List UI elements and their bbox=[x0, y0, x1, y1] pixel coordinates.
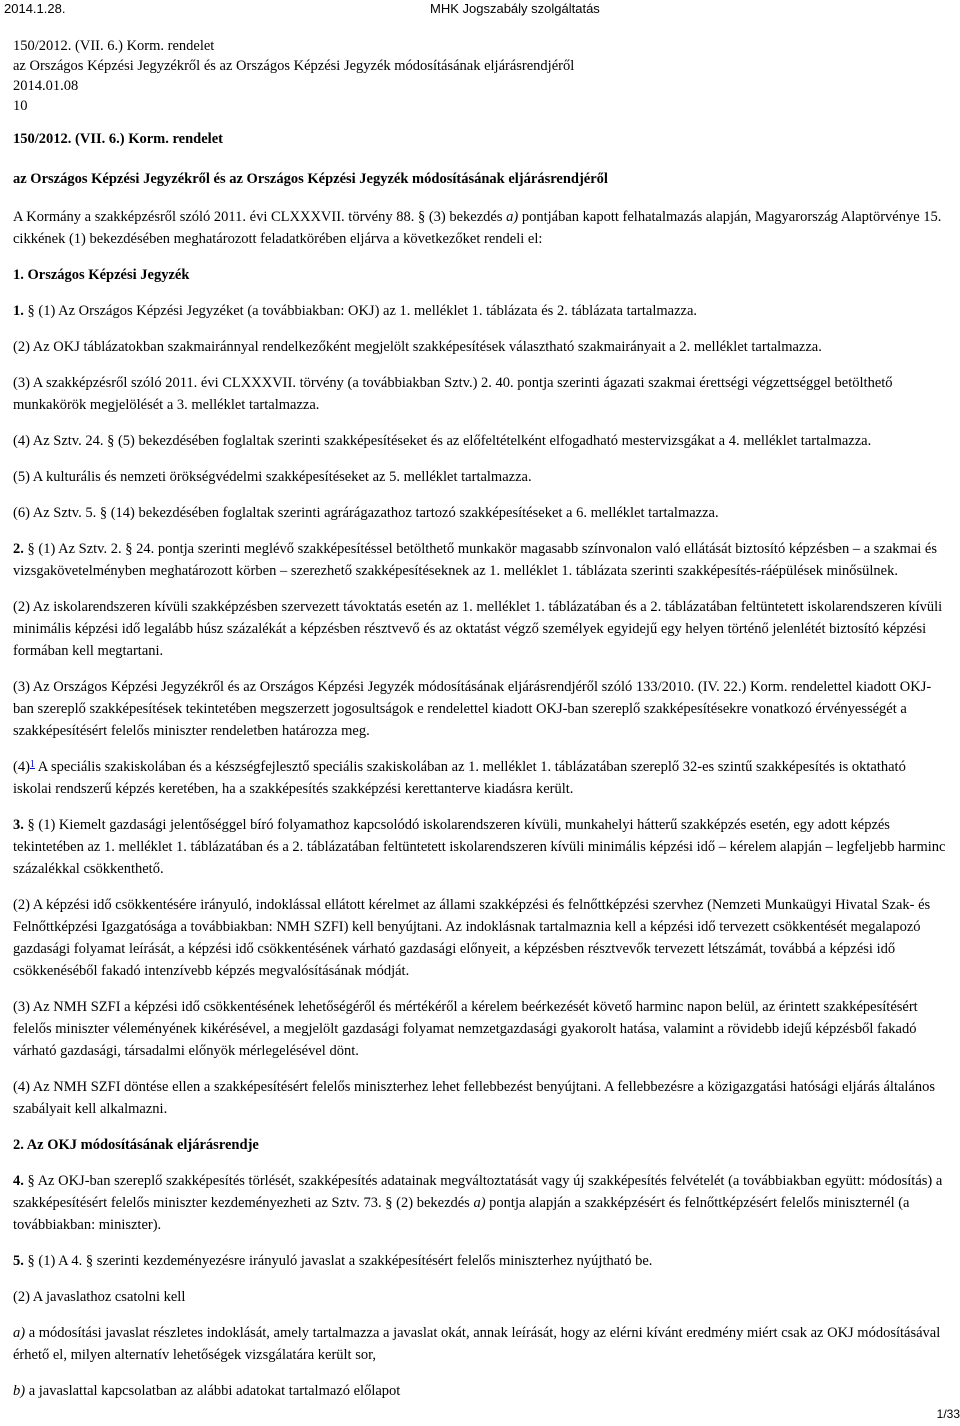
paragraph-5-2-a: a) a módosítási javaslat részletes indoklását, amely tartalmazza a javaslat okát, annak leírását, hogy az elérni kívánt eredmény miért csak az OKJ módosításával érhető el, milyen alternatív lehetőségek vizsgálatára került sor, bbox=[13, 1325, 941, 1363]
site-name: MHK Jogszabály szolgáltatás bbox=[430, 1, 600, 16]
page-number: 1/33 bbox=[936, 1407, 960, 1421]
meta-subtitle: az Országos Képzési Jegyzékről és az Országos Képzési Jegyzék módosításának eljárásrendjéről bbox=[13, 58, 575, 74]
document-meta bbox=[13, 36, 948, 116]
paragraph-2-1: 2. § (1) Az Sztv. 2. § 24. pontja szerinti meglévő szakképesítéssel betölthető munkakör magasabb színvonalon való ellátását biztosító képzésben – a szakmai és vizsgakövetelményben meghatározott körben – szerezhető szakképesítéseknek az 1. melléklet 1. táblázata szerinti szakképesítés-ráépülések minősülnek. bbox=[13, 541, 937, 579]
paragraph-1-1: 1. § (1) Az Országos Képzési Jegyzéket (a továbbiakban: OKJ) az 1. melléklet 1. táblázata és 2. táblázata tartalmazza. bbox=[13, 303, 698, 319]
paragraph-1-3: (3) A szakképzésről szóló 2011. évi CLXXXVII. törvény (a továbbiakban Sztv.) 2. 40. pontja szerinti ágazati szakmai érettségi végzettséggel betölthető munkakörök megjelölését a 3. melléklet tartalmazza. bbox=[13, 375, 893, 413]
paragraph-3-2: (2) A képzési idő csökkentésére irányuló, indoklással ellátott kérelmet az állami szakképzési és felnőttképzési szervhez (Nemzeti Munkaügyi Hivatal Szak- és Felnőttképzési Igazgatósága a továbbiakban: NMH SZFI) kell benyújtani. Az indoklásnak tartalmaznia kell a képzési idő tervezett csökkentését megalapozó gazdasági folyamat leírását, a képzési idő csökkentésének várható gazdasági előnyeit, a képzésben résztvevők tervezett létszámát, továbbá a képzési idő csökkenéséből fakadó intenzívebb képzés megvalósításának módját. bbox=[13, 897, 931, 979]
paragraph-3-4: (4) Az NMH SZFI döntése ellen a szakképesítésért felelős miniszterhez lehet fellebbezést benyújtani. A fellebbezésre a közigazgatási hatósági eljárás általános szabályait kell alkalmazni. bbox=[13, 1079, 936, 1117]
document-subtitle: az Országos Képzési Jegyzékről és az Országos Képzési Jegyzék módosításának eljárásrendjéről bbox=[13, 171, 608, 187]
paragraph-5-2: (2) A javaslathoz csatolni kell bbox=[13, 1289, 186, 1305]
meta-title: 150/2012. (VII. 6.) Korm. rendelet bbox=[13, 38, 215, 54]
meta-date: 2014.01.08 bbox=[13, 78, 79, 94]
meta-number: 10 bbox=[13, 98, 28, 114]
section-heading-1: 1. Országos Képzési Jegyzék bbox=[13, 267, 190, 283]
paragraph-3-3: (3) Az NMH SZFI a képzési idő csökkentésének lehetőségéről és mértékéről a kérelem beérkezését követő harminc napon belül, az érintett szakképesítésért felelős miniszter véleményének kikérésével, a megjelölt gazdasági folyamat nemzetgazdasági gyakorolt hatása, valamint a rövidebb idejű képzésből fakadó várható gazdasági, társadalmi előnyök mérlegelésével dönt. bbox=[13, 999, 918, 1059]
paragraph-2-4: $(4)^1$ A speciális szakiskolában és a készségfejlesztő speciális szakiskolában az 1. melléklet 1. táblázatában szereplő 32-es szintű szakképesítés is oktatható iskolai rendszerű képzés keretében, ha a szakképesítés szakképzési kerettanterve kiadásra került. bbox=[13, 759, 906, 797]
document-body bbox=[13, 36, 948, 1402]
paragraph-1-4: (4) Az Sztv. 24. § (5) bekezdésében foglaltak szerinti szakképesítéseket és az előfeltételként elfogadható mestervizsgákat a 4. melléklet tartalmazza. bbox=[13, 433, 872, 449]
paragraph-2-2: (2) Az iskolarendszeren kívüli szakképzésben szervezett távoktatás esetén az 1. melléklet 1. táblázatában és a 2. táblázatában feltüntetett iskolarendszeren kívüli minimális képzési idő legalább húsz százalékát a képzésben résztvevő és az oktatást végző személyek egyidejű egy helyen történő jelenlétét biztosító képzési formában kell megtartani. bbox=[13, 599, 943, 659]
browser-print-header bbox=[0, 0, 960, 20]
footnote-link[interactable]: 1 bbox=[29, 759, 35, 770]
paragraph-1-6: (6) Az Sztv. 5. § (14) bekezdésében foglaltak szerinti agrárágazathoz tartozó szakképesítéseket a 6. melléklet tartalmazza. bbox=[13, 505, 719, 521]
paragraph-4: 4. § Az OKJ-ban szereplő szakképesítés törlését, szakképesítés adatainak megváltoztatását vagy új szakképesítés felvételét (a továbbiakban együtt: módosítás) a szakképesítésért felelős miniszter kezdeményezheti az Sztv. 73. § (2) bekezdés a) pontja alapján a szakképzésért és felnőttképzésért felelős miniszternél (a továbbiakban: miniszter). bbox=[13, 1173, 943, 1233]
section-heading-2: 2. Az OKJ módosításának eljárásrendje bbox=[13, 1137, 259, 1153]
paragraph-2-3: (3) Az Országos Képzési Jegyzékről és az Országos Képzési Jegyzék módosításának eljárásrendjéről szóló 133/2010. (IV. 22.) Korm. rendelettel kiadott OKJ-ban szereplő szakképesítések tekintetében megszerzett jogosultságok e rendelettel kiadott OKJ-ban szereplő szakképesítésekre vonatkozó érvényességét a szakképesítésért felelős miniszter rendeletben határozza meg. bbox=[13, 679, 932, 739]
paragraph-5-1: 5. § (1) A 4. § szerinti kezdeményezésre irányuló javaslat a szakképesítésért felelős miniszterhez nyújtható be. bbox=[13, 1253, 653, 1269]
paragraph-5-2-b: b) a javaslattal kapcsolatban az alábbi adatokat tartalmazó előlapot bbox=[13, 1383, 401, 1399]
paragraph-1-5: (5) A kulturális és nemzeti örökségvédelmi szakképesítéseket az 5. melléklet tartalmazza. bbox=[13, 469, 532, 485]
paragraph-1-2: (2) Az OKJ táblázatokban szakmairánnyal rendelkezőként megjelölt szakképesítések választható szakmairányait a 2. melléklet tartalmazza. bbox=[13, 339, 822, 355]
document-title: 150/2012. (VII. 6.) Korm. rendelet bbox=[13, 131, 223, 147]
preamble: A Kormány a szakképzésről szóló 2011. évi CLXXXVII. törvény 88. § (3) bekezdés a) pontjában kapott felhatalmazás alapján, Magyarország Alaptörvénye 15. cikkének (1) bekezdésében meghatározott feladatkörében eljárva a következőket rendeli el: bbox=[13, 209, 942, 247]
print-date: 2014.1.28. bbox=[4, 1, 66, 16]
paragraph-3-1: 3. § (1) Kiemelt gazdasági jelentőséggel bíró folyamathoz kapcsolódó iskolarendszeren kívüli, munkahelyi hátterű szakképzés esetén, egy adott képzés tekintetében az 1. melléklet 1. táblázatában és a 2. táblázatában feltüntetett iskolarendszeren kívüli minimális képzési idő – kérelem alapján – legfeljebb harminc százalékkal csökkenthető. bbox=[13, 817, 946, 877]
